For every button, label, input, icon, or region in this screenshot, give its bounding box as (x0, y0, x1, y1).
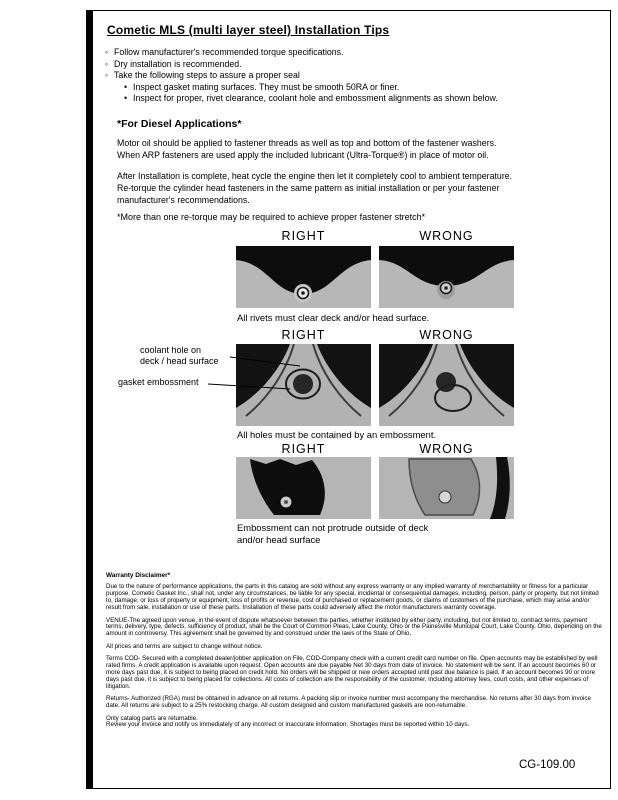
tip-item (105, 47, 498, 59)
wrong-label: WRONG (419, 442, 474, 456)
coolant-hole-right-diagram (236, 344, 371, 426)
diagram-row2-headers (236, 328, 517, 342)
open-bullet-icon: ◦ (105, 70, 109, 81)
callout-gasket-embossment: gasket embossment (118, 377, 199, 387)
document-code: CG-109.00 (519, 759, 576, 771)
warranty-paragraph: Only catalog parts are returnable. (106, 714, 198, 722)
right-label: RIGHT (281, 328, 326, 342)
diagram-caption: Embossment can not protrude outside of deck and/or head surface (237, 522, 429, 545)
open-bullet-icon: ◦ (105, 47, 109, 57)
diagram-row3-images (236, 457, 514, 519)
tip-subitem (124, 82, 498, 94)
warranty-paragraph: VENUE-The agreed upon venue, in the event of dispute whatsoever between the parties, whether instituted by either party, including, but not limited to, contract terms, payment terms, delivery, type, defects, sufficiency of product, shall be the Court of Common Pleas, Lake County, Ohio or the Painesville Municipal Court, Lake County, Ohio, depending on the amount in controversy. This agreement shall be governed by and construed under the laws of the State of Ohio. (106, 616, 602, 638)
diesel-paragraph-1: Motor oil should be applied to fastener threads as well as top and bottom of the fastener washers. When ARP fasteners are used apply the included lubricant (Ultra-Torque®) in place of motor oil. (117, 138, 497, 160)
tip-text: Inspect for proper, rivet clearance, coolant hole and embossment alignments as shown below. (133, 93, 498, 104)
warranty-heading: Warranty Disclaimer* (106, 572, 171, 579)
right-label: RIGHT (281, 442, 326, 456)
diagram-row1-images (236, 246, 514, 308)
tip-text: Inspect gasket mating surfaces. They must be smooth 50RA or finer. (133, 81, 400, 92)
callout-coolant-hole (140, 345, 219, 367)
tips-list (105, 47, 498, 105)
tip-subitem (124, 93, 498, 105)
retorque-note: *More than one re-torque may be required to achieve proper fastener stretch* (117, 212, 426, 222)
open-bullet-icon: ◦ (105, 58, 109, 69)
bullet-icon: • (124, 81, 128, 92)
bullet-icon: • (124, 93, 128, 104)
tip-item (105, 70, 498, 82)
warranty-paragraph: Returns- Authorized (RGA) must be obtained in advance on all returns. A packing slip or invoice number must accompany the merchandise. No returns after 30 days from invoice date. All returns are subject to a 25% restocking charge. All custom designed and custom manufactured gaskets are non-returnable. (106, 695, 591, 710)
embossment-wrong-diagram (379, 457, 514, 519)
warranty-paragraph: All prices and terms are subject to change without notice. (106, 642, 263, 650)
right-label: RIGHT (281, 229, 326, 243)
page-title: Cometic MLS (multi layer steel) Installation Tips (107, 23, 390, 37)
diagram-row1-headers (236, 229, 517, 243)
diagram-caption: All holes must be contained by an embossment. (237, 429, 437, 440)
rivet-clearance-right-diagram (236, 246, 371, 308)
callout-coolant-hole-line1: coolant hole on (140, 345, 202, 355)
diagram-caption: All rivets must clear deck and/or head surface. (237, 312, 430, 323)
wrong-label: WRONG (419, 328, 474, 342)
warranty-paragraph: Review your invoice and notify us immediately of any incorrect or inaccurate information. Shortages must be reported within 10 days. (106, 721, 470, 729)
callout-coolant-hole-line2: deck / head surface (140, 356, 219, 366)
diagram-row3-headers (236, 442, 517, 456)
embossment-right-diagram (236, 457, 371, 519)
coolant-hole-wrong-diagram (379, 344, 514, 426)
tip-text: Take the following steps to assure a proper seal (114, 70, 300, 81)
warranty-paragraph: Due to the nature of performance applications, the parts in this catalog are sold without any express warranty or any implied warranty of merchantability or fitness for a particular purpose. Cometic Gasket Inc., shall not, under any circumstances, be liable for any special, incidental or consequential damages, including, person, party or property, but not limited to, damage, or loss of property or equipment, loss of profits or revenue, cost of purchased or replacement goods, or claims of customers of the purchase, which may arise and/or result from sale, installation or use of these parts. Installation of these parts could adversely affect the motor manufacturers warranty coverage. (106, 583, 599, 612)
tip-item (105, 59, 498, 71)
diesel-applications-heading: *For Diesel Applications* (117, 118, 242, 130)
wrong-label: WRONG (419, 229, 474, 243)
rivet-clearance-wrong-diagram (379, 246, 514, 308)
tip-text: Follow manufacturer's recommended torque specifications. (114, 47, 344, 57)
tip-text: Dry installation is recommended. (114, 58, 242, 69)
warranty-section (106, 573, 605, 729)
diesel-paragraph-2: After Installation is complete, heat cycle the engine then let it completely cool to ambient temperature. Re-torque the cylinder head fasteners in the same pattern as initial installation or per your fastener manufacturer's recommendations. (117, 171, 513, 205)
warranty-paragraph: Terms COD- Secured with a completed dealer/jobber application on File, COD-Company check with a current credit card number on file. Open accounts may be established by well rated firms. A credit application is available upon request. Open accounts are due payable Net 30 days from date of invoice. No statement will be sent. If an account becomes 60 or more days past due, it is subject to being placed on credit hold. No orders will be shipped or new orders accepted until past due balance is paid. If an account becomes 90 or more days past due, it is subject to being placed for collections. All costs of collection are the responsibility of the customer, including attorney fees, court costs, and other expenses of litigation. (106, 655, 598, 690)
diagram-row2-images (236, 344, 514, 426)
